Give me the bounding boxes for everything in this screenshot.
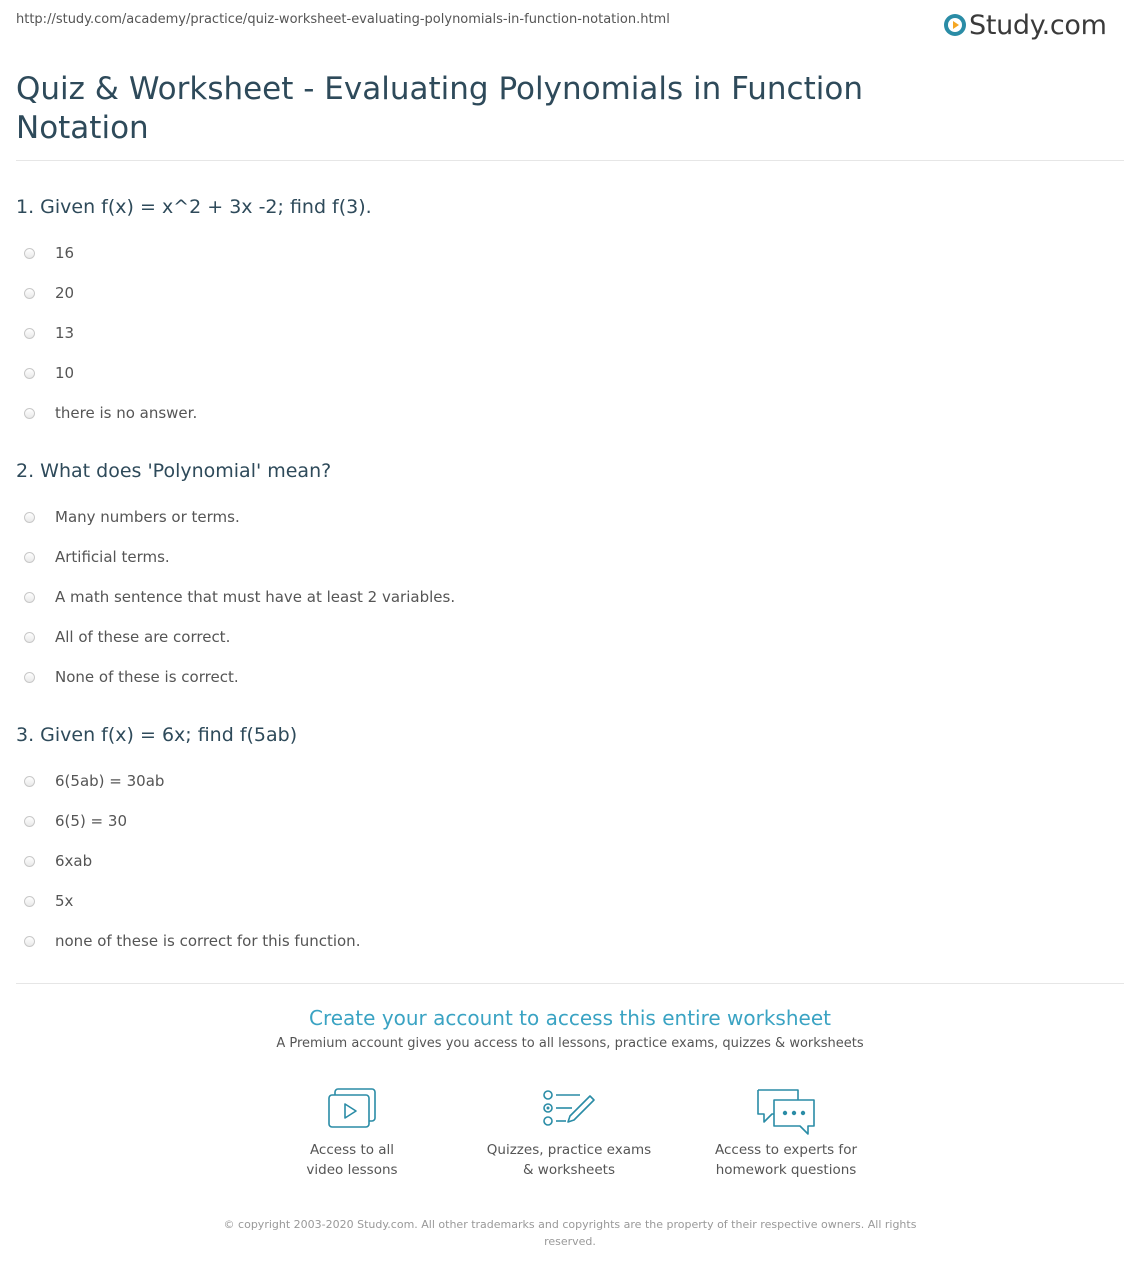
answer-label: 16: [55, 244, 75, 262]
answer-option[interactable]: [16, 497, 1116, 537]
answer-option[interactable]: [16, 313, 1116, 353]
answer-list: [16, 497, 1116, 697]
feature-line-2: video lessons: [306, 1162, 398, 1178]
feature-line-1: Access to experts for: [714, 1142, 857, 1158]
study-com-logo[interactable]: [944, 8, 1107, 42]
answer-label: All of these are correct.: [55, 628, 231, 646]
copyright-line-2: reserved.: [544, 1235, 596, 1248]
answer-label: Many numbers or terms.: [55, 508, 240, 526]
feature-video-lessons: [252, 1086, 452, 1180]
page-title: Quiz & Worksheet - Evaluating Polynomials in Function Notation: [16, 71, 863, 146]
answer-label: 6(5ab) = 30ab: [55, 772, 165, 790]
feature-experts: [686, 1086, 886, 1180]
answer-label: none of these is correct for this function.: [55, 932, 361, 950]
answer-list: [16, 233, 1116, 433]
radio-button[interactable]: [24, 328, 35, 339]
radio-button[interactable]: [24, 776, 35, 787]
answer-list: [16, 761, 1116, 961]
top-bar: [0, 0, 1140, 50]
radio-button[interactable]: [24, 896, 35, 907]
answer-option[interactable]: [16, 881, 1116, 921]
answer-label: there is no answer.: [55, 404, 198, 422]
answer-label: 10: [55, 364, 75, 382]
radio-button[interactable]: [24, 368, 35, 379]
answer-option[interactable]: [16, 273, 1116, 313]
answer-option[interactable]: [16, 921, 1116, 961]
cta-subtitle: A Premium account gives you access to all lessons, practice exams, quizzes & worksheets: [276, 1036, 864, 1051]
answer-label: A math sentence that must have at least 2 variables.: [55, 588, 456, 606]
radio-button[interactable]: [24, 288, 35, 299]
answer-option[interactable]: [16, 537, 1116, 577]
radio-button[interactable]: [24, 936, 35, 947]
answer-label: None of these is correct.: [55, 668, 239, 686]
title-divider: [16, 160, 1124, 161]
answer-option[interactable]: [16, 761, 1116, 801]
answer-option[interactable]: [16, 577, 1116, 617]
question-text: 2. What does 'Polynomial' mean?: [16, 460, 332, 482]
study-com-play-icon: [944, 14, 966, 36]
answer-label: 5x: [55, 892, 74, 910]
radio-button[interactable]: [24, 672, 35, 683]
radio-button[interactable]: [24, 856, 35, 867]
answer-option[interactable]: [16, 657, 1116, 697]
answer-label: 6xab: [55, 852, 93, 870]
question-text: 1. Given f(x) = x^2 + 3x -2; find f(3).: [16, 196, 372, 218]
feature-line-2: homework questions: [715, 1162, 857, 1178]
page-url: http://study.com/academy/practice/quiz-worksheet-evaluating-polynomials-in-function-notation.html: [16, 12, 670, 27]
feature-line-2: & worksheets: [522, 1162, 615, 1178]
chat-bubbles-icon: [754, 1086, 818, 1138]
cta-title-link[interactable]: Create your account to access this entire worksheet: [309, 1006, 831, 1030]
radio-button[interactable]: [24, 512, 35, 523]
question-text: 3. Given f(x) = 6x; find f(5ab): [16, 724, 298, 746]
quiz-checklist-icon: [540, 1086, 598, 1130]
answer-label: 13: [55, 324, 75, 342]
copyright-notice: [210, 1216, 930, 1250]
copyright-line-1: © copyright 2003-2020 Study.com. All other trademarks and copyrights are the property of their respective owners. All rights: [223, 1218, 917, 1231]
answer-option[interactable]: [16, 233, 1116, 273]
feature-line-1: Quizzes, practice exams: [486, 1142, 652, 1158]
question-2: [16, 457, 1116, 697]
radio-button[interactable]: [24, 552, 35, 563]
answer-label: 20: [55, 284, 75, 302]
feature-line-1: Access to all: [309, 1142, 395, 1158]
logo-text: Study.com: [969, 9, 1107, 41]
answer-option[interactable]: [16, 353, 1116, 393]
answer-option[interactable]: [16, 393, 1116, 433]
answer-option[interactable]: [16, 801, 1116, 841]
radio-button[interactable]: [24, 632, 35, 643]
radio-button[interactable]: [24, 408, 35, 419]
answer-option[interactable]: [16, 841, 1116, 881]
radio-button[interactable]: [24, 248, 35, 259]
question-1: [16, 193, 1116, 433]
answer-label: Artificial terms.: [55, 548, 170, 566]
feature-quizzes: [469, 1086, 669, 1180]
question-3: [16, 721, 1116, 961]
questions-divider: [16, 983, 1124, 984]
radio-button[interactable]: [24, 816, 35, 827]
answer-label: 6(5) = 30: [55, 812, 127, 830]
radio-button[interactable]: [24, 592, 35, 603]
answer-option[interactable]: [16, 617, 1116, 657]
video-lessons-icon: [326, 1086, 378, 1130]
